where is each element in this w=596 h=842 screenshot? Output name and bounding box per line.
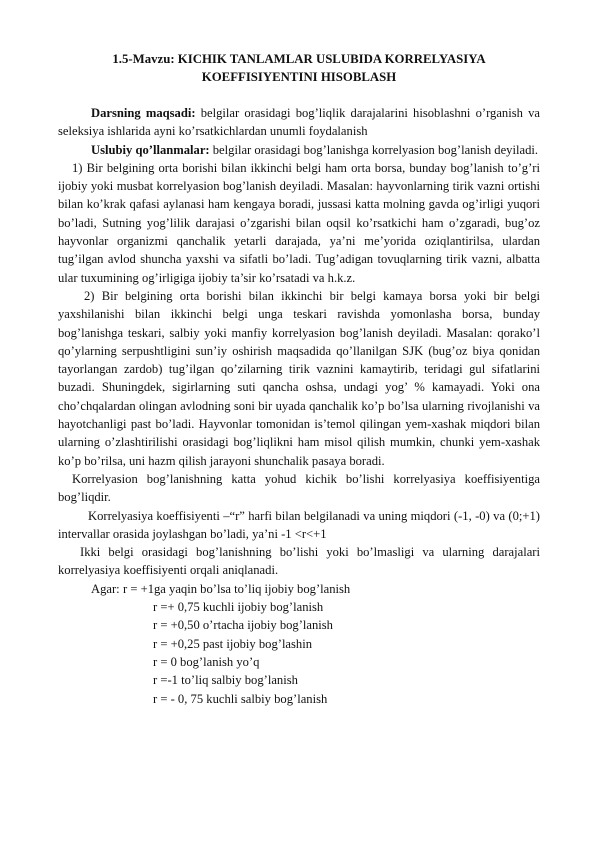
paragraph-coefficient-dependence: Korrelyasion bog’lanishning katta yohud kichik bo’lishi korrelyasiya koeffisiyentiga bog’liqdir. — [58, 471, 540, 505]
examples-list — [91, 580, 540, 708]
paragraph-coefficient-purpose: Ikki belgi orasidagi bog’lanishning bo’lishi yoki bo’lmasligi va ularning darajalari korrelyasiya koeffisiyenti orqali aniqlanadi. — [58, 545, 540, 578]
paragraph-positive-correlation: 1) Bir belgining orta borishi bilan ikkinchi belgi ham orta borsa, bunday bog’lanish to’g’ri ijobiy yoki musbat korrelyasion bog’lanish deyiladi. Masalan: hayvonlarning tirik vazni ortishi bilan ko’krak qafasi aylanasi ham kengaya boradi, jussasi katta molning gavda og’irligi yuqori bo’ladi, Sutning yog’lilik darajasi o’zgarishi bilan oqsil ko’rsatkichi ham o’zgaradi, bug’oz hayvonlar organizmi qanchalik yetarli darajada, ya’ni me’yorida oziqlantirilsa, ulardan tug’ilgan avlod shuncha yaxshi va sifatli bo’ladi. Tug’adigan tovuqlarning tirik vazni, albatta ular tuxumining og’irligiga ijobiy ta’sir ko’rsatadi va h.k.z. — [58, 160, 540, 285]
example-text: r = +1ga yaqin bo’lsa to’liq ijobiy bog’lanish — [123, 581, 351, 596]
title-line-2: KOEFFISIYENTINI HISOBLASH — [201, 70, 397, 84]
document-page — [58, 50, 540, 708]
list-item: r =-1 to’liq salbiy bog’lanish — [153, 673, 298, 688]
paragraph-coefficient-definition: Korrelyasiya koeffisiyenti –“r” harfi bilan belgilanadi va uning miqdori (-1, -0) va (0;+1) intervallar orasida joylashgan bo’ladi, ya’ni -1 <r<+1 — [58, 508, 540, 541]
examples-label: Agar: — [91, 581, 120, 596]
page-title — [58, 50, 540, 86]
title-line-1: 1.5-Mavzu: KICHIK TANLAMLAR USLUBIDA KORRELYASIYA — [112, 52, 486, 66]
list-item — [91, 580, 540, 598]
list-item: r = +0,50 o’rtacha ijobiy bog’lanish — [153, 618, 333, 633]
paragraph-negative-correlation: 2) Bir belgining orta borishi bilan ikkinchi bir belgi kamaya borsa yoki bir belgi yaxshilanishi bilan ikkinchi belgi unga teskari ravishda yomonlasha borsa, bunday bog’lanishga teskari, salbiy yoki manfiy korrelyasion bog’lanish deyiladi. Masalan: qorako’l qo’ylarning serpushtligini sun’iy oshirish maqsadida qo’llanilgan SJK (bug’oz biya qonidan tayorlangan zardob) tug’ilgan qo’zilarning tirik vaznini kamaytirib, teridagi gul sifatlarini buzadi. Shuningdek, sigirlarning suti qancha oshsa, undagi yog’ % kamayadi. Yoki ona cho’chqalardan olingan avlodning soni bir uyada qanchalik ko’p bo’lsa ularning rivojlanishi va hayotchanligi past bo’ladi. Hayvonlar tomonidan is’temol qilingan yem-xashak miqdori bilan ularning o’zlashtirilishi orasidagi bog’liqlikni ham misol qilish mumkin, chunki yem-xashak ko’p bo’rilsa, uni hazm qilish jarayoni shunchalik pasaya boradi. — [58, 288, 540, 468]
list-item: r = 0 bog’lanish yo’q — [153, 654, 260, 669]
method-label: Uslubiy qo’llanmalar: — [91, 142, 210, 157]
method-text: belgilar orasidagi bog’lanishga korrelyasion bog’lanish deyiladi. — [209, 142, 539, 157]
method-paragraph — [58, 141, 540, 159]
list-item: r = +0,25 past ijobiy bog’lashin — [153, 636, 313, 651]
purpose-paragraph — [58, 104, 540, 141]
list-item: r =+ 0,75 kuchli ijobiy bog’lanish — [153, 600, 324, 615]
purpose-label: Darsning maqsadi: — [91, 106, 196, 120]
list-item: r = - 0, 75 kuchli salbiy bog’lanish — [153, 691, 328, 706]
purpose-text: belgilar orasidagi bog’liqlik darajalarini hisoblashni o’rganish va seleksiya ishlarida ayni ko’rsatkichlardan unumli foydalanish — [58, 106, 540, 139]
